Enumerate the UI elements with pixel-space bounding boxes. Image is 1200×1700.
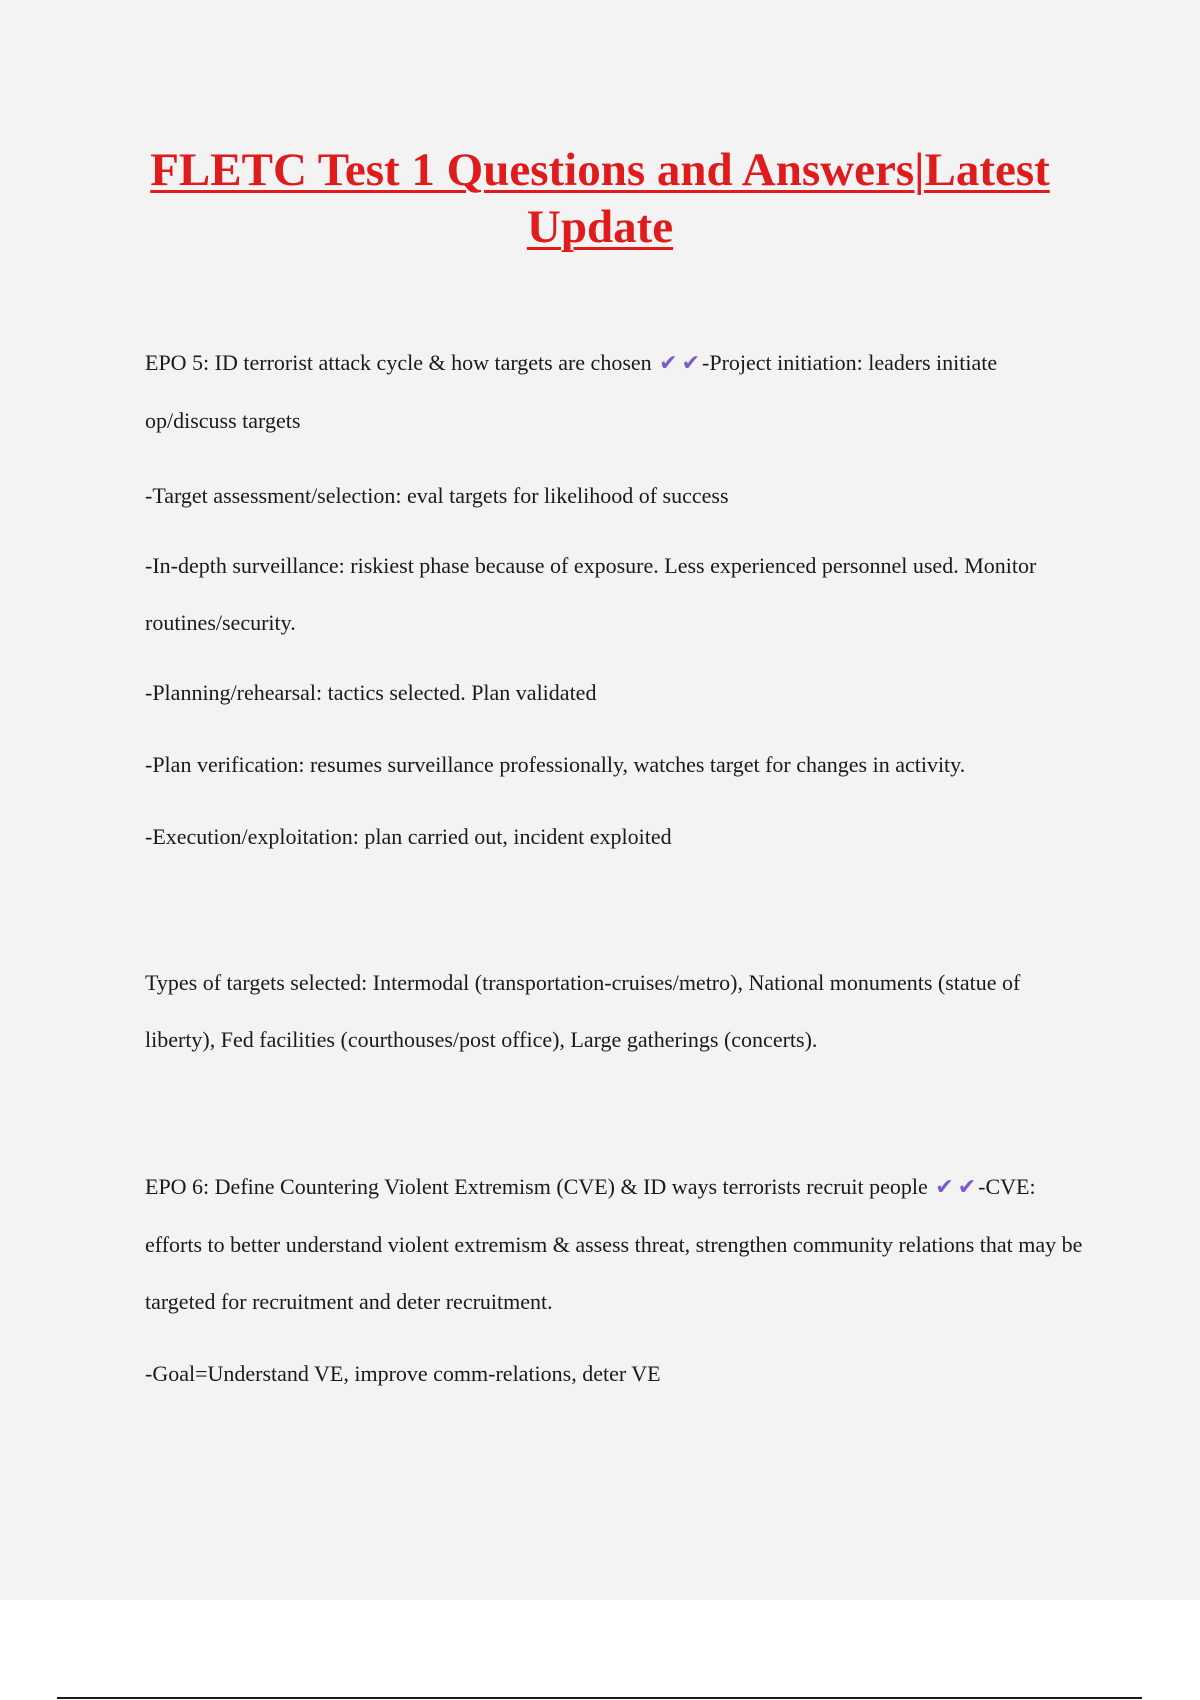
epo6-item: -Goal=Understand VE, improve comm-relations, deter VE <box>145 1361 661 1386</box>
epo5-question-answer <box>145 334 1090 449</box>
epo5-question: EPO 5: ID terrorist attack cycle & how targets are chosen <box>145 350 652 375</box>
epo6-question: EPO 6: Define Countering Violent Extremism (CVE) & ID ways terrorists recruit people <box>145 1174 928 1199</box>
checkmark-icon: ✔ <box>935 1175 954 1200</box>
footer-rule <box>57 1697 1142 1699</box>
epo6-question-answer <box>145 1158 1090 1330</box>
checkmark-icon: ✔ <box>957 1175 977 1200</box>
epo5-item: -Target assessment/selection: eval targets for likelihood of success <box>145 483 729 508</box>
document-title: FLETC Test 1 Questions and Answers|Latest Update <box>150 144 1050 253</box>
checkmark-icon: ✔ <box>681 351 701 376</box>
epo5-item: -Execution/exploitation: plan carried out, incident exploited <box>145 824 672 849</box>
targets-paragraph: Types of targets selected: Intermodal (transportation-cruises/metro), National monuments (statue of liberty), Fed facilities (courthouses/post office), Large gatherings (concerts). <box>145 970 1021 1052</box>
epo5-item: -Planning/rehearsal: tactics selected. Plan validated <box>145 680 597 705</box>
checkmark-icon: ✔ <box>659 351 678 376</box>
epo5-item: -In-depth surveillance: riskiest phase because of exposure. Less experienced personnel used. Monitor routines/security. <box>145 553 1037 635</box>
epo5-item: -Plan verification: resumes surveillance professionally, watches target for changes in activity. <box>145 752 966 777</box>
epo6-answer-start: -CVE: efforts to better understand violent extremism & assess threat, strengthen community relations that may be targeted for recruitment and deter recruitment. <box>145 1174 1083 1314</box>
epo5-answer-start: -Project initiation: leaders initiate op/discuss targets <box>145 350 998 433</box>
